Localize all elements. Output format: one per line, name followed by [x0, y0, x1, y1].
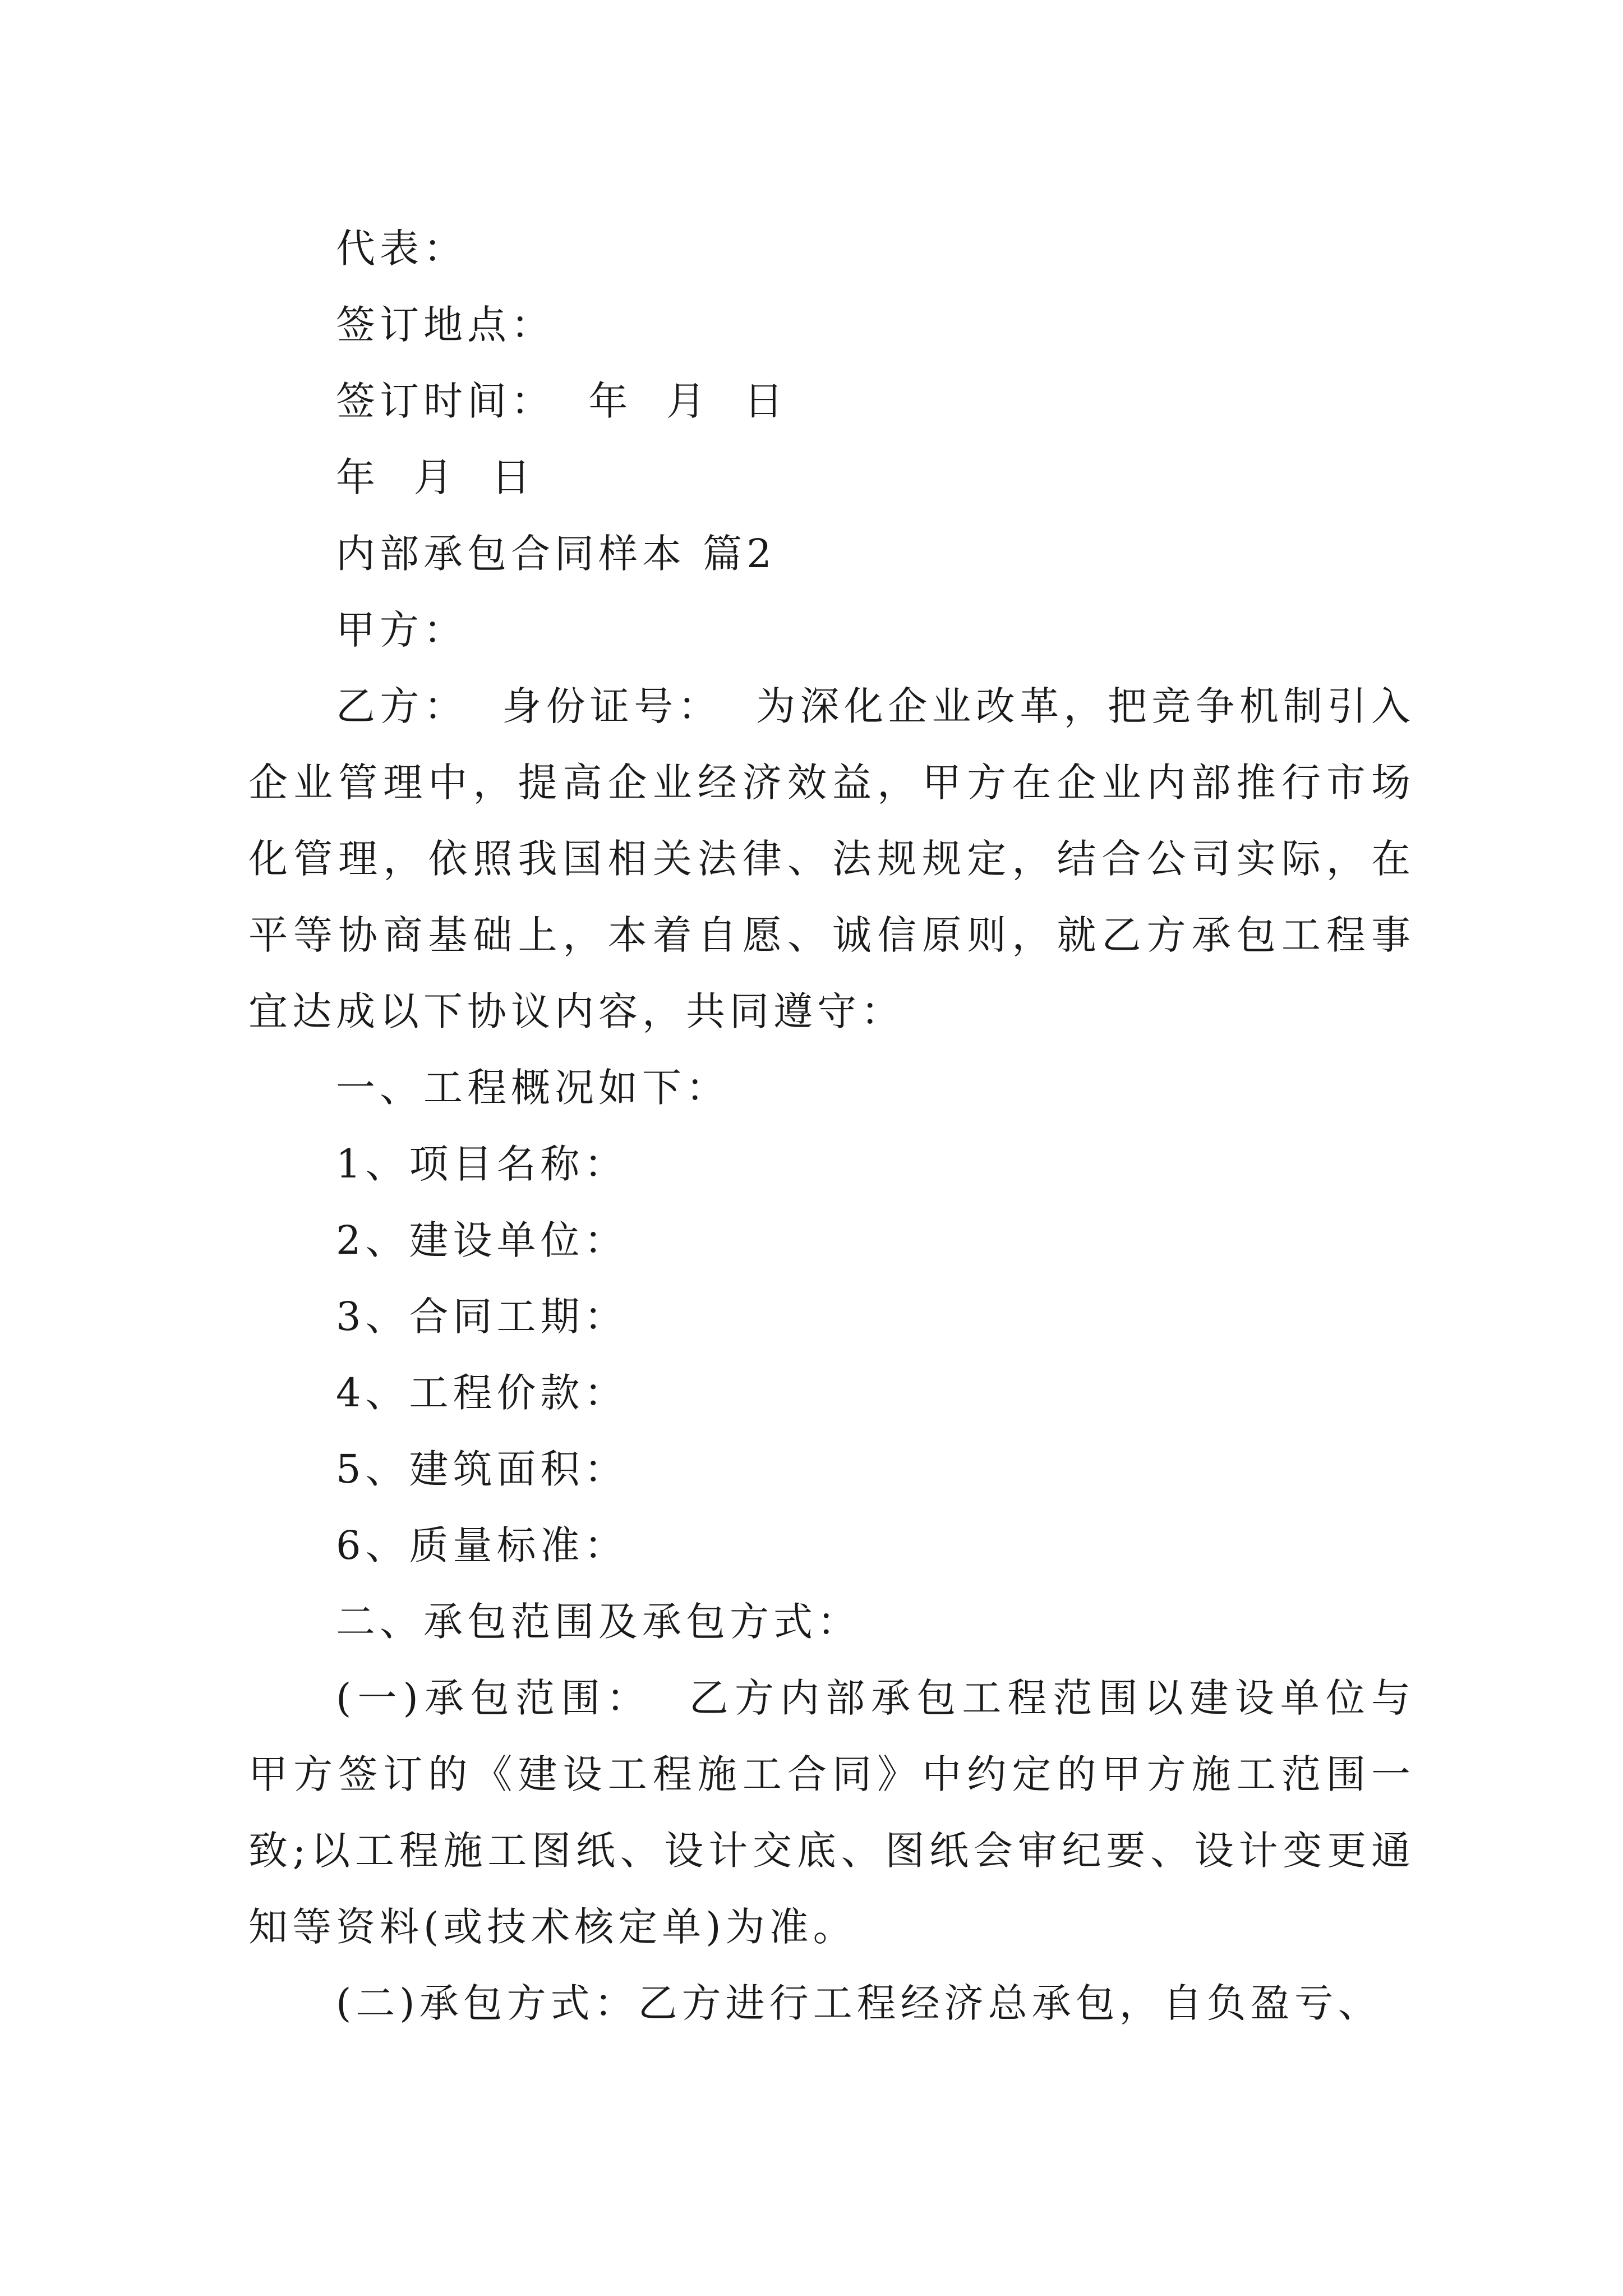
sign-place-line: 签订地点： [336, 302, 555, 348]
scope-paragraph: (一)承包范围： 乙方内部承包工程范围以建设单位与甲方签订的《建设工程施工合同》中约定的甲方施工范围一致;以工程施工图纸、设计交底、图纸会审纪要、设计变更通知等资料(或技术核定单)为准。 [248, 1675, 1415, 1950]
method-paragraph: (二)承包方式：乙方进行工程经济总承包，自负盈亏、 [336, 1980, 1382, 2026]
party-a-line: 甲方： [336, 607, 467, 653]
sign-time-line: 签订时间： 年 月 日 [336, 378, 788, 424]
date-blank-line: 年 月 日 [336, 454, 536, 500]
heading-project-overview: 一、工程概况如下： [336, 1065, 730, 1111]
document-body [248, 210, 1415, 2041]
item-project-name: 1、项目名称： [336, 1141, 628, 1187]
item-quality-standard: 6、质量标准： [336, 1522, 628, 1568]
party-b-paragraph: 乙方： 身份证号： 为深化企业改革，把竞争机制引入企业管理中，提高企业经济效益，甲方在企业内部推行市场化管理，依照我国相关法律、法规规定，结合公司实际，在平等协商基础上，本着自愿、诚信原则，就乙方承包工程事宜达成以下协议内容，共同遵守： [248, 683, 1415, 1034]
item-building-area: 5、建筑面积： [336, 1446, 628, 1492]
item-construction-unit: 2、建设单位： [336, 1217, 628, 1263]
section-title: 内部承包合同样本 篇2 [336, 531, 776, 577]
item-project-price: 4、工程价款： [336, 1370, 628, 1416]
heading-scope-and-method: 二、承包范围及承包方式： [336, 1599, 861, 1645]
item-contract-period: 3、合同工期： [336, 1294, 628, 1340]
representative-line: 代表： [336, 226, 467, 272]
